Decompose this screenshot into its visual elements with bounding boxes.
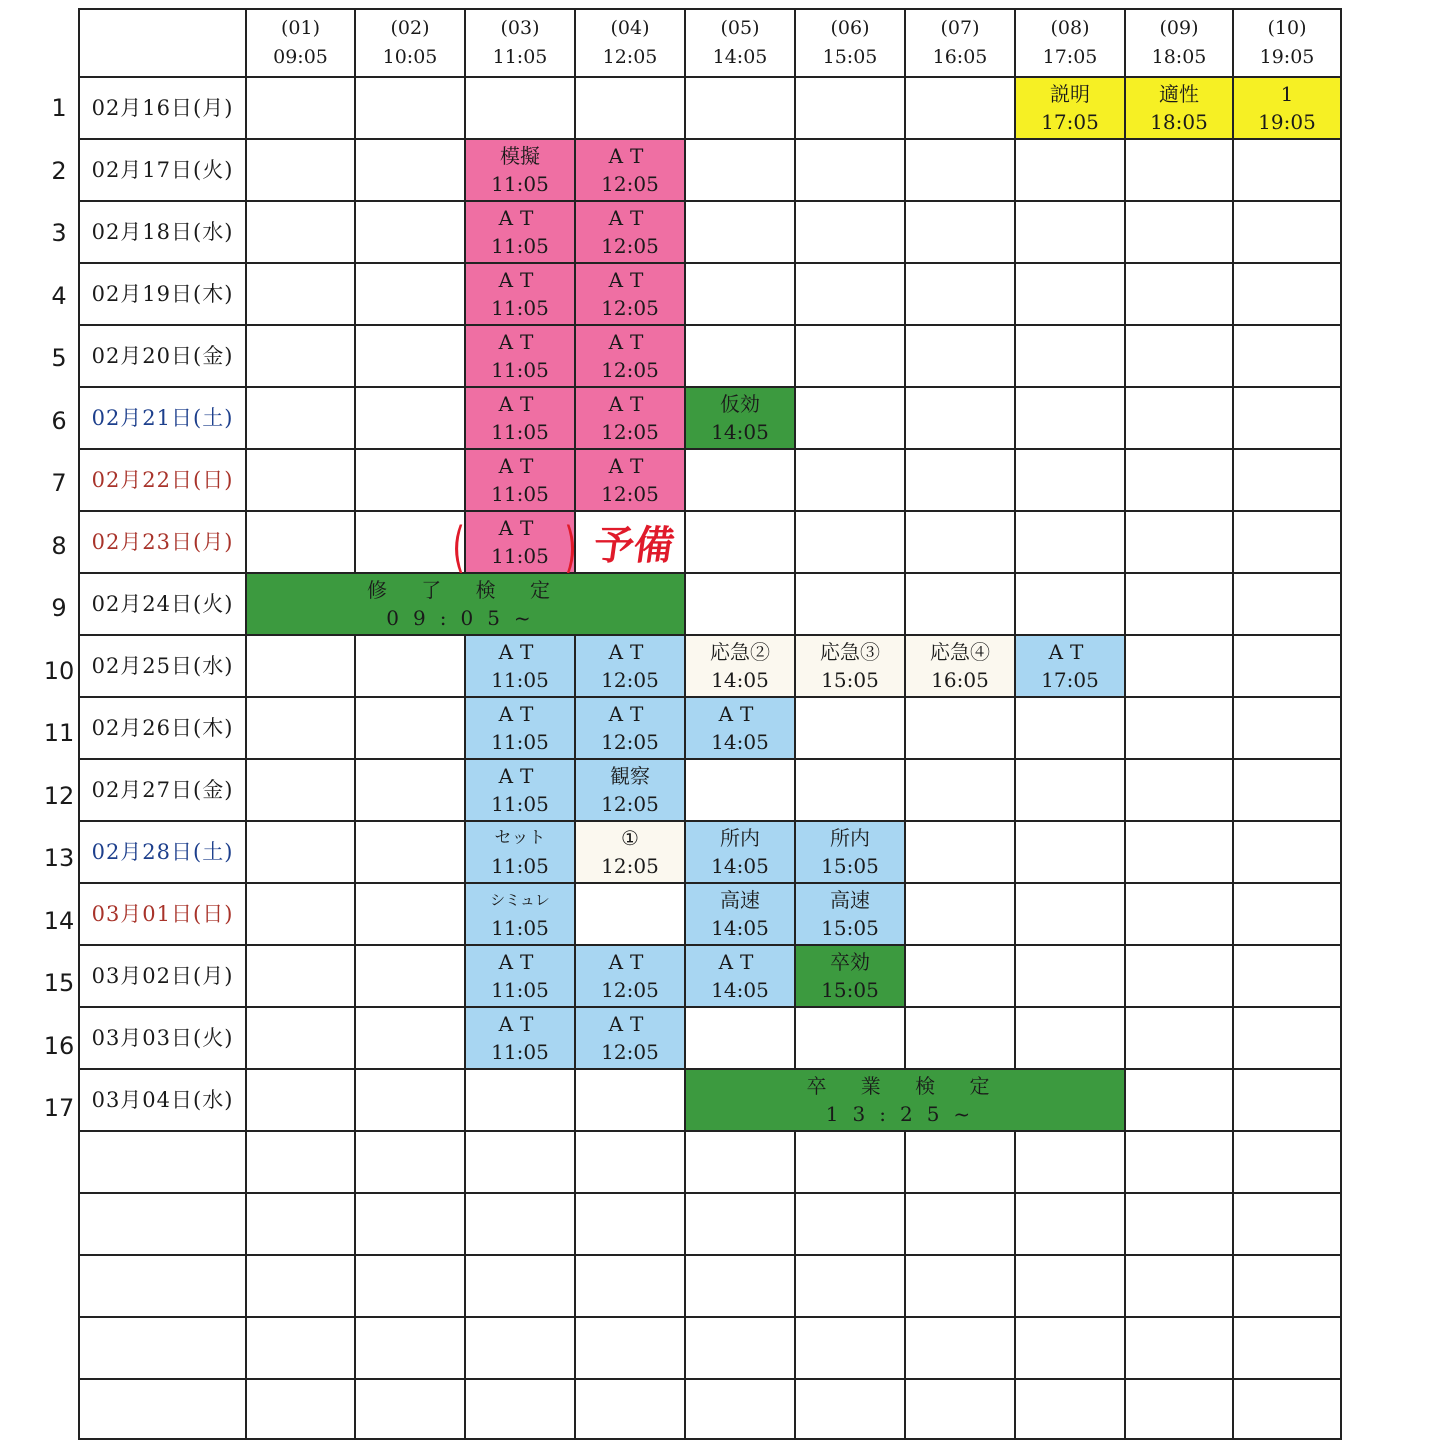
row-number: 12 xyxy=(43,781,75,810)
lesson-cell[interactable]: 所内 15:05 xyxy=(795,821,905,883)
empty-row xyxy=(79,1379,1341,1439)
lesson-cell[interactable]: 所内 14:05 xyxy=(685,821,795,883)
lesson-cell[interactable]: 応急③ 15:05 xyxy=(795,635,905,697)
row-number: 16 xyxy=(43,1031,75,1060)
lesson-cell[interactable]: AT 11:05 xyxy=(465,325,575,387)
lesson-cell[interactable]: 適性 18:05 xyxy=(1125,77,1233,139)
row-number-column xyxy=(40,77,78,1140)
period-header: (09) 18:05 xyxy=(1125,9,1233,77)
date-cell: 02月21日(土) xyxy=(79,387,246,449)
lesson-cell[interactable]: AT 11:05 xyxy=(465,697,575,759)
empty-row xyxy=(79,1317,1341,1379)
lesson-cell[interactable]: 応急② 14:05 xyxy=(685,635,795,697)
date-cell: 02月24日(火) xyxy=(79,573,246,635)
row-number: 8 xyxy=(51,531,67,560)
handwritten-open-paren: ( xyxy=(452,516,465,579)
row-number: 13 xyxy=(43,844,75,872)
lesson-cell[interactable]: セット 11:05 xyxy=(465,821,575,883)
row-number: 3 xyxy=(51,219,67,247)
period-header: (08) 17:05 xyxy=(1015,9,1125,77)
row-number: 4 xyxy=(51,281,67,310)
date-cell: 02月16日(月) xyxy=(79,77,246,139)
schedule-row xyxy=(79,573,1341,635)
schedule-row xyxy=(79,1007,1341,1069)
schedule-row xyxy=(79,263,1341,325)
lesson-cell[interactable]: AT 12:05 xyxy=(575,697,685,759)
row-number: 17 xyxy=(43,1094,75,1122)
period-header: (03) 11:05 xyxy=(465,9,575,77)
lesson-cell[interactable]: AT 14:05 xyxy=(685,697,795,759)
lesson-cell[interactable]: ① 12:05 xyxy=(575,821,685,883)
date-cell: 02月28日(土) xyxy=(79,821,246,883)
lesson-cell[interactable]: シミュレ 11:05 xyxy=(465,883,575,945)
lesson-cell[interactable]: AT 11:05 xyxy=(465,263,575,325)
lesson-cell[interactable]: 高速 15:05 xyxy=(795,883,905,945)
schedule-row xyxy=(79,883,1341,945)
schedule-row xyxy=(79,325,1341,387)
lesson-cell[interactable]: AT 12:05 xyxy=(575,201,685,263)
handwritten-close-paren: ) xyxy=(564,516,577,579)
lesson-cell[interactable]: AT 11:05 xyxy=(465,635,575,697)
period-header: (06) 15:05 xyxy=(795,9,905,77)
period-header: (01) 09:05 xyxy=(246,9,355,77)
handwritten-note: 予備 xyxy=(590,523,678,569)
lesson-cell[interactable]: AT 12:05 xyxy=(575,1007,685,1069)
graduation-exam-block[interactable]: 卒 業 検 定 13:25~ xyxy=(685,1069,1125,1131)
lesson-cell[interactable]: AT 12:05 xyxy=(575,449,685,511)
lesson-cell[interactable]: AT 12:05 xyxy=(575,139,685,201)
schedule-table xyxy=(78,8,1342,1440)
date-cell: 02月25日(水) xyxy=(79,635,246,697)
date-cell: 03月01日(日) xyxy=(79,883,246,945)
date-cell: 02月20日(金) xyxy=(79,325,246,387)
lesson-cell[interactable]: AT 12:05 xyxy=(575,325,685,387)
lesson-cell[interactable]: AT 12:05 xyxy=(575,263,685,325)
row-number: 1 xyxy=(51,94,67,122)
date-cell: 02月27日(金) xyxy=(79,759,246,821)
lesson-cell[interactable]: AT 11:05 xyxy=(465,511,575,573)
period-header: (05) 14:05 xyxy=(685,9,795,77)
period-header: (07) 16:05 xyxy=(905,9,1015,77)
date-cell: 02月18日(水) xyxy=(79,201,246,263)
lesson-cell[interactable]: 説明 17:05 xyxy=(1015,77,1125,139)
period-header: (04) 12:05 xyxy=(575,9,685,77)
row-number: 11 xyxy=(43,719,75,747)
row-number: 2 xyxy=(51,156,67,185)
row-number: 6 xyxy=(51,406,67,435)
schedule-row xyxy=(79,511,1341,573)
date-cell: 02月19日(木) xyxy=(79,263,246,325)
completion-exam-block[interactable]: 修 了 検 定 09:05~ xyxy=(246,573,685,635)
schedule-row xyxy=(79,635,1341,697)
schedule-row xyxy=(79,201,1341,263)
lesson-cell[interactable]: 高速 14:05 xyxy=(685,883,795,945)
lesson-cell[interactable]: 模擬 11:05 xyxy=(465,139,575,201)
header-row xyxy=(79,9,1341,77)
schedule-row xyxy=(79,77,1341,139)
lesson-cell[interactable]: AT 12:05 xyxy=(575,387,685,449)
schedule-row xyxy=(79,387,1341,449)
lesson-cell[interactable]: 応急④ 16:05 xyxy=(905,635,1015,697)
row-number: 14 xyxy=(43,906,75,935)
row-number: 9 xyxy=(51,594,67,622)
lesson-cell[interactable]: AT 11:05 xyxy=(465,449,575,511)
date-cell: 02月22日(日) xyxy=(79,449,246,511)
row-number: 15 xyxy=(43,969,75,997)
corner-cell xyxy=(79,9,246,77)
lesson-cell[interactable]: AT 11:05 xyxy=(465,387,575,449)
schedule-row xyxy=(79,821,1341,883)
lesson-cell[interactable]: 観察 12:05 xyxy=(575,759,685,821)
lesson-cell[interactable]: AT 11:05 xyxy=(465,201,575,263)
period-header: (02) 10:05 xyxy=(355,9,465,77)
schedule-row xyxy=(79,945,1341,1007)
row-number: 5 xyxy=(51,344,67,372)
date-cell: 03月02日(月) xyxy=(79,945,246,1007)
lesson-cell[interactable]: AT 11:05 xyxy=(465,759,575,821)
lesson-cell[interactable]: 仮効 14:05 xyxy=(685,387,795,449)
schedule-row xyxy=(79,139,1341,201)
lesson-cell[interactable]: AT 11:05 xyxy=(465,1007,575,1069)
lesson-cell[interactable]: AT 12:05 xyxy=(575,635,685,697)
lesson-cell[interactable]: AT 11:05 xyxy=(465,945,575,1007)
date-cell: 03月04日(水) xyxy=(79,1069,246,1131)
lesson-cell[interactable]: AT 14:05 xyxy=(685,945,795,1007)
empty-row xyxy=(79,1255,1341,1317)
date-cell: 02月26日(木) xyxy=(79,697,246,759)
lesson-cell[interactable]: 1 19:05 xyxy=(1233,77,1341,139)
row-number: 10 xyxy=(43,656,75,685)
schedule-row xyxy=(79,449,1341,511)
lesson-cell[interactable]: AT 17:05 xyxy=(1015,635,1125,697)
empty-row xyxy=(79,1193,1341,1255)
lesson-cell[interactable]: AT 12:05 xyxy=(575,945,685,1007)
schedule-row xyxy=(79,697,1341,759)
schedule-row xyxy=(79,759,1341,821)
period-header: (10) 19:05 xyxy=(1233,9,1341,77)
empty-row xyxy=(79,1131,1341,1193)
row-number: 7 xyxy=(51,469,67,497)
lesson-cell[interactable]: 卒効 15:05 xyxy=(795,945,905,1007)
schedule-row xyxy=(79,1069,1341,1131)
date-cell: 03月03日(火) xyxy=(79,1007,246,1069)
date-cell: 02月23日(月) xyxy=(79,511,246,573)
date-cell: 02月17日(火) xyxy=(79,139,246,201)
